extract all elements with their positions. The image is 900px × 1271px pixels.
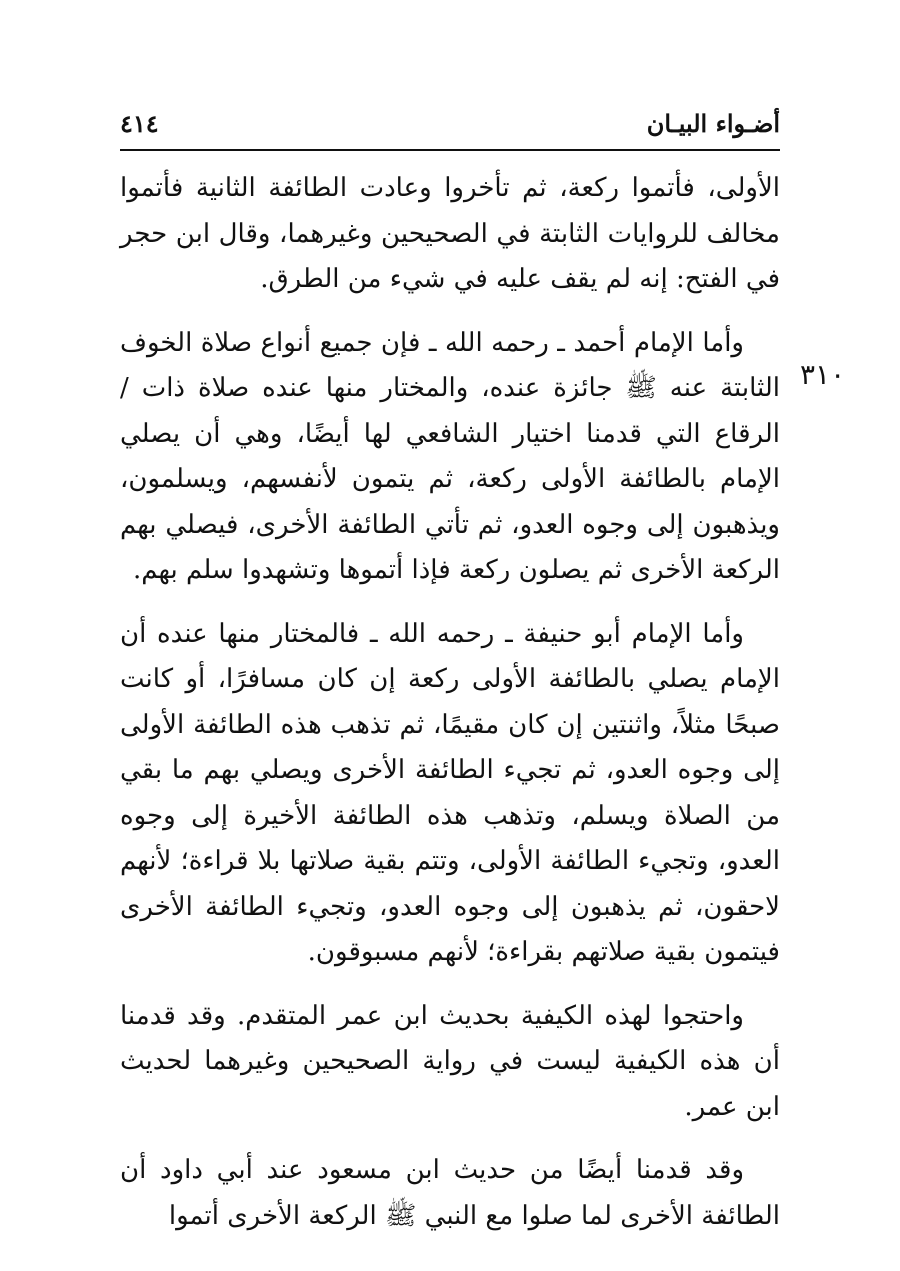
paragraph-2: وأما الإمام أحمد ـ رحمه الله ـ فإن جميع أنواع صلاة الخوف الثابتة عنه ﷺ جائزة عنده، والمختار منها عنده صلاة ذات / الرقاع التي قدمنا اختيار الشافعي لها أيضًا، وهي أن يصلي الإمام بالطائفة الأولى ركعة، ثم يتمون لأنفسهم، ويسلمون، ويذهبون إلى وجوه العدو، ثم تأتي الطائفة الأخرى، فيصلي بهم الركعة الأخرى ثم يصلون ركعة فإذا أتموها وتشهدوا سلم بهم.	[120, 327, 780, 585]
paragraph-1: الأولى، فأتموا ركعة، ثم تأخروا وعادت الطائفة الثانية فأتموا مخالف للروايات الثابتة في الصحيحين وغيرهما، وقال ابن حجر في الفتح: إنه لم يقف عليه في شيء من الطرق.	[120, 173, 780, 294]
header-divider	[120, 149, 780, 151]
paragraph-5: وقد قدمنا أيضًا من حديث ابن مسعود عند أبي داود أن الطائفة الأخرى لما صلوا مع النبي ﷺ الركعة الأخرى أتموا	[120, 1155, 780, 1231]
paragraph-4: واحتجوا لهذه الكيفية بحديث ابن عمر المتقدم. وقد قدمنا أن هذه الكيفية ليست في رواية الصحيحين وغيرهما لحديث ابن عمر.	[120, 1000, 780, 1122]
page-number: ٤١٤	[120, 109, 159, 138]
page-header	[120, 104, 780, 148]
paragraph-3: وأما الإمام أبو حنيفة ـ رحمه الله ـ فالمختار منها عنده أن الإمام يصلي بالطائفة الأولى ركعة إن كان مسافرًا، أو كانت صبحًا مثلاً، واثنتين إن كان مقيمًا، ثم تذهب هذه الطائفة الأولى إلى وجوه العدو، ثم تجيء الطائفة الأخرى ويصلي بهم ما بقي من الصلاة ويسلم، وتذهب هذه الطائفة الأخيرة إلى وجوه العدو، وتجيء الطائفة الأولى، وتتم بقية صلاتها بلا قراءة؛ لأنهم لاحقون، ثم يذهبون إلى وجوه العدو، وتجيء الطائفة الأخرى فيتمون بقية صلاتهم بقراءة؛ لأنهم مسبوقون.	[120, 618, 780, 967]
margin-page-reference: ٣١٠	[800, 358, 846, 391]
main-text	[120, 166, 780, 1257]
running-title: أضـواء البيـان	[646, 109, 780, 138]
